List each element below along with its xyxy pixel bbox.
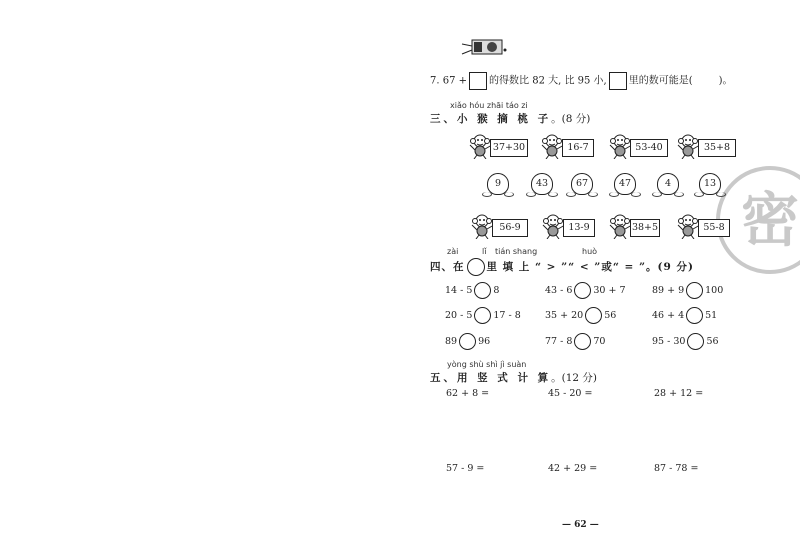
calc-problem-5: 42 + 29 =	[548, 463, 598, 474]
title-circle-icon	[467, 258, 485, 276]
section4-pinyin-zai: zài	[447, 247, 459, 256]
compare-answer-circle[interactable]	[686, 282, 703, 299]
peach-3[interactable]: 67	[571, 173, 593, 195]
compare-left: 20 - 5	[445, 310, 473, 321]
compare-left: 89 + 9	[652, 285, 685, 296]
banknote-image	[460, 36, 508, 58]
compare-right: 70	[593, 336, 606, 347]
compare-item-9	[652, 333, 719, 350]
compare-left: 35 + 20	[545, 310, 584, 321]
compare-item-2	[545, 282, 626, 299]
compare-answer-circle[interactable]	[687, 333, 704, 350]
compare-answer-circle[interactable]	[686, 307, 703, 324]
confidential-stamp: 密	[716, 166, 800, 274]
calc-problem-3: 28 + 12 =	[654, 388, 704, 399]
section3-pinyin: xiǎo hóu zhāi táo zi	[450, 101, 528, 110]
compare-answer-circle[interactable]	[474, 282, 491, 299]
compare-right: 17 - 8	[493, 310, 521, 321]
compare-item-1	[445, 282, 499, 299]
calc-problem-1: 62 + 8 =	[446, 388, 490, 399]
section5-title	[430, 370, 597, 385]
calc-problem-4: 57 - 9 =	[446, 463, 485, 474]
section4-pinyin-li: lǐ	[482, 247, 487, 256]
compare-right: 56	[604, 310, 617, 321]
calc-problem-2: 45 - 20 =	[548, 388, 593, 399]
monkey-top-expression-2: 16-7	[562, 139, 594, 157]
peach-5[interactable]: 4	[657, 173, 679, 195]
section5-title-text: 五、用 竖 式 计 算	[430, 372, 552, 384]
compare-left: 89	[445, 336, 458, 347]
monkey-bottom-expression-4: 55-8	[698, 219, 730, 237]
compare-right: 51	[705, 310, 718, 321]
q7-part3: 里的数可能是(	[628, 75, 693, 87]
banknote-icon	[460, 36, 508, 58]
compare-answer-circle[interactable]	[585, 307, 602, 324]
compare-item-7	[445, 333, 490, 350]
compare-item-4	[445, 307, 521, 324]
monkey-top-expression-4: 35+8	[698, 139, 736, 157]
q7-label: 7.	[430, 75, 440, 87]
compare-item-8	[545, 333, 605, 350]
compare-right: 8	[493, 285, 500, 296]
peach-6[interactable]: 13	[699, 173, 721, 195]
section5-score: 。(12 分)	[551, 372, 598, 384]
compare-item-5	[545, 307, 616, 324]
section5-pinyin: yòng shù shì jì suàn	[447, 360, 527, 369]
monkey-bottom-expression-3: 38+5	[630, 219, 660, 237]
section3-title-text: 三、小 猴 摘 桃 子	[430, 113, 552, 125]
monkey-top-expression-1: 37+30	[490, 139, 528, 157]
compare-right: 100	[705, 285, 724, 296]
compare-answer-circle[interactable]	[574, 333, 591, 350]
compare-item-6	[652, 307, 717, 324]
compare-answer-circle[interactable]	[474, 307, 491, 324]
q7-part1: 67 +	[442, 75, 468, 87]
q7-part4: )。	[718, 75, 733, 87]
section4-pinyin-huo: huò	[582, 247, 598, 256]
q7-answer-box-2[interactable]	[609, 72, 627, 90]
section4-pinyin-tian: tián shang	[495, 247, 538, 256]
section4-title-a: 四、在	[430, 261, 465, 273]
section3-score: 。(8 分)	[551, 113, 591, 125]
section3-title	[430, 111, 590, 126]
compare-left: 14 - 5	[445, 285, 473, 296]
compare-right: 56	[706, 336, 719, 347]
calc-problem-6: 87 - 78 =	[654, 463, 699, 474]
compare-answer-circle[interactable]	[574, 282, 591, 299]
compare-left: 95 - 30	[652, 336, 686, 347]
compare-right: 30 + 7	[593, 285, 626, 296]
compare-left: 77 - 8	[545, 336, 573, 347]
section4-title	[430, 258, 694, 276]
monkey-bottom-expression-2: 13-9	[563, 219, 595, 237]
compare-answer-circle[interactable]	[459, 333, 476, 350]
monkey-bottom-expression-1: 56-9	[492, 219, 528, 237]
monkey-top-expression-3: 53-40	[630, 139, 668, 157]
peach-1[interactable]: 9	[487, 173, 509, 195]
compare-left: 43 - 6	[545, 285, 573, 296]
peach-4[interactable]: 47	[614, 173, 636, 195]
page-number: — 62 —	[562, 520, 599, 530]
compare-left: 46 + 4	[652, 310, 685, 321]
q7-part2: 的得数比 82 大, 比 95 小,	[489, 75, 607, 87]
section4-title-b: 里 填 上 “ > ”“ < ”或“ = ”。(9 分)	[486, 261, 694, 273]
question-7	[430, 72, 733, 90]
compare-item-3	[652, 282, 723, 299]
compare-right: 96	[478, 336, 491, 347]
q7-answer-box-1[interactable]	[469, 72, 487, 90]
peach-2[interactable]: 43	[531, 173, 553, 195]
